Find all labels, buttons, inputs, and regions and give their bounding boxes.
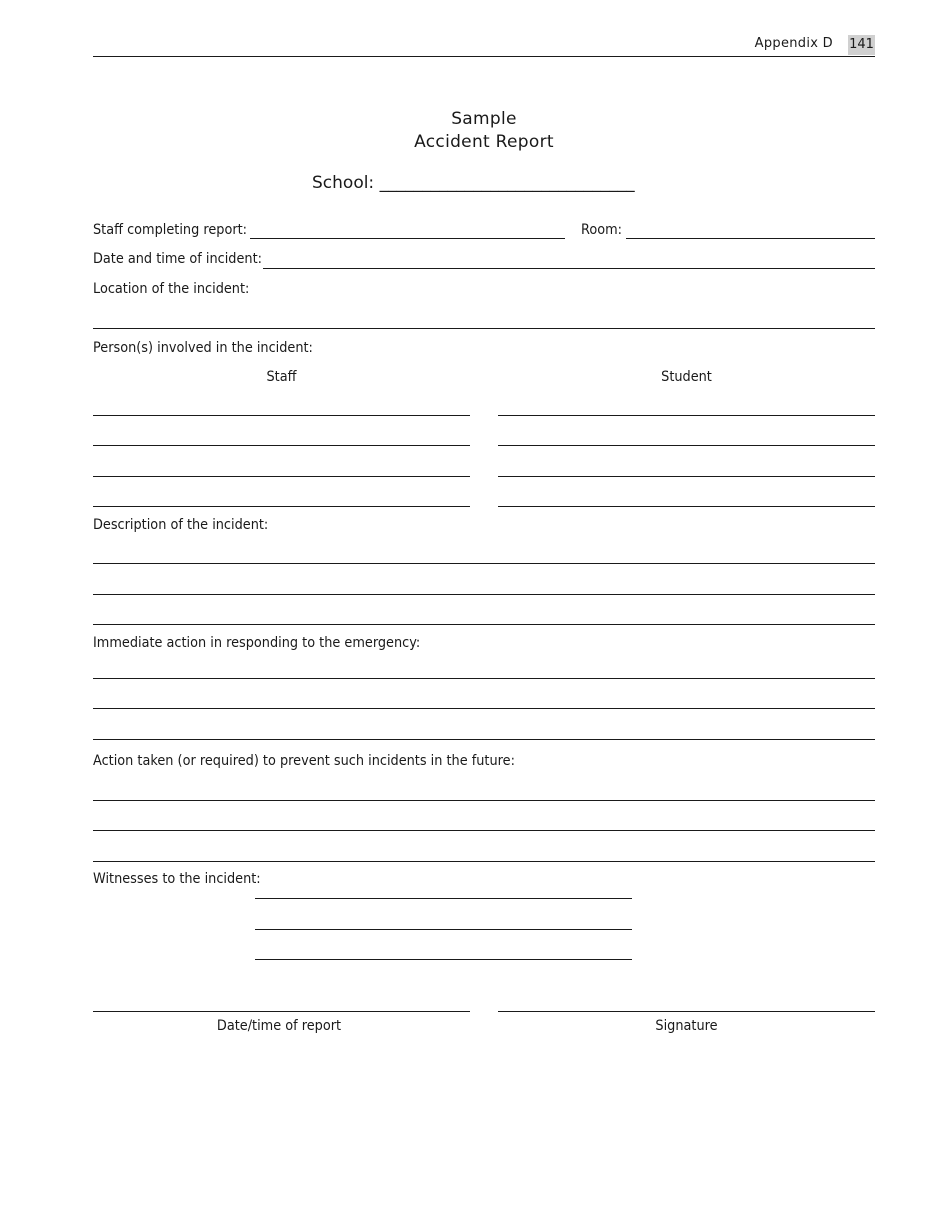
student-line-1[interactable] xyxy=(498,415,875,416)
staff-completing-line[interactable] xyxy=(250,238,565,239)
signature-label: Signature xyxy=(655,1018,718,1034)
prevent-action-label: Action taken (or required) to prevent such incidents in the future: xyxy=(93,753,515,769)
date-time-report-line[interactable] xyxy=(93,1011,470,1012)
date-time-label: Date and time of incident: xyxy=(93,251,262,267)
immediate-action-label: Immediate action in responding to the emergency: xyxy=(93,635,421,651)
student-line-2[interactable] xyxy=(498,445,875,446)
prevent-action-line-1[interactable] xyxy=(93,800,875,801)
prevent-action-line-3[interactable] xyxy=(93,861,875,862)
staff-column-heading: Staff xyxy=(266,369,297,385)
title-accident-report: Accident Report xyxy=(414,132,554,152)
location-line[interactable] xyxy=(93,328,875,329)
student-column-heading: Student xyxy=(661,369,712,385)
signature-line[interactable] xyxy=(498,1011,875,1012)
immediate-action-line-3[interactable] xyxy=(93,739,875,740)
witness-line-2[interactable] xyxy=(255,929,632,930)
student-line-4[interactable] xyxy=(498,506,875,507)
immediate-action-line-2[interactable] xyxy=(93,708,875,709)
date-time-line[interactable] xyxy=(263,268,875,269)
description-line-2[interactable] xyxy=(93,594,875,595)
school-blank: ______________________________ xyxy=(379,173,635,193)
date-time-report-label: Date/time of report xyxy=(216,1018,342,1034)
school-field[interactable] xyxy=(312,172,635,194)
staff-line-3[interactable] xyxy=(93,476,470,477)
header-divider xyxy=(93,56,875,57)
room-label: Room: xyxy=(581,222,623,238)
page-number: 141 xyxy=(848,35,875,55)
persons-involved-label: Person(s) involved in the incident: xyxy=(93,340,313,356)
witnesses-label: Witnesses to the incident: xyxy=(93,871,261,887)
title-sample: Sample xyxy=(451,109,517,129)
description-line-1[interactable] xyxy=(93,563,875,564)
staff-line-1[interactable] xyxy=(93,415,470,416)
school-label: School: xyxy=(312,173,375,193)
description-label: Description of the incident: xyxy=(93,517,269,533)
student-line-3[interactable] xyxy=(498,476,875,477)
witness-line-3[interactable] xyxy=(255,959,632,960)
witness-line-1[interactable] xyxy=(255,898,632,899)
room-line[interactable] xyxy=(626,238,875,239)
prevent-action-line-2[interactable] xyxy=(93,830,875,831)
immediate-action-line-1[interactable] xyxy=(93,678,875,679)
location-label: Location of the incident: xyxy=(93,281,250,297)
appendix-label: Appendix D xyxy=(754,36,833,51)
staff-line-2[interactable] xyxy=(93,445,470,446)
staff-line-4[interactable] xyxy=(93,506,470,507)
staff-completing-label: Staff completing report: xyxy=(93,222,248,238)
description-line-3[interactable] xyxy=(93,624,875,625)
